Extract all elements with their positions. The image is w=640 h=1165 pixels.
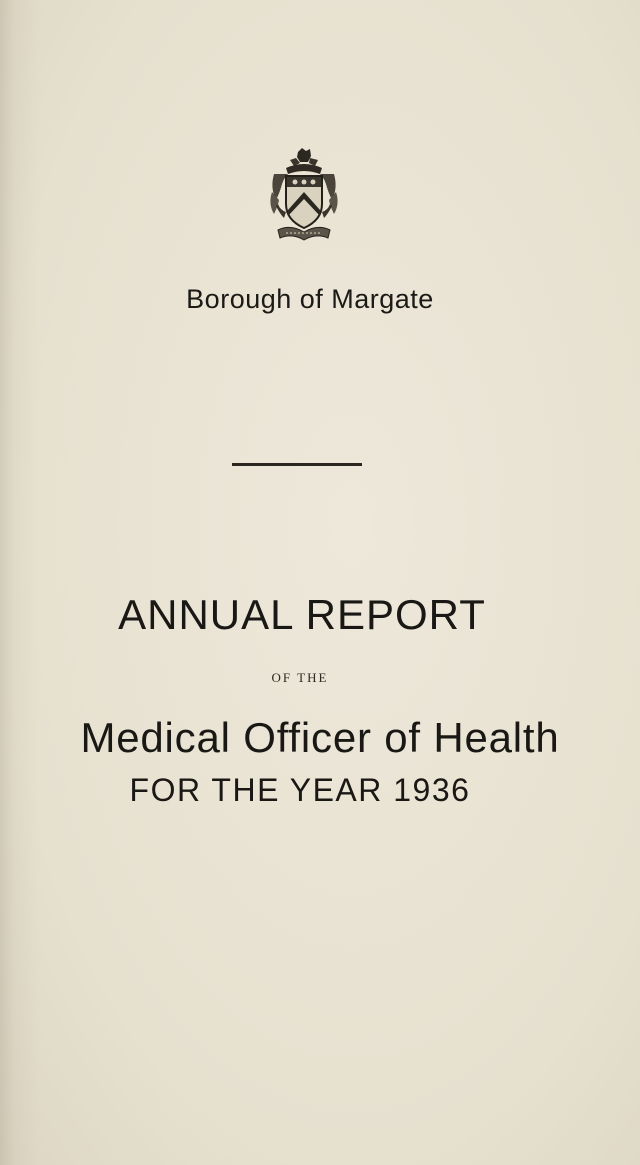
report-title: ANNUAL REPORT [118, 591, 486, 638]
report-period: FOR THE YEAR 1936 [129, 772, 471, 808]
report-subject: Medical Officer of Health [80, 714, 560, 761]
borough-name: Borough of Margate [186, 284, 434, 314]
title-connector: OF THE [271, 670, 329, 685]
borough-coat-of-arms-icon [268, 148, 340, 244]
title-divider [232, 463, 362, 466]
